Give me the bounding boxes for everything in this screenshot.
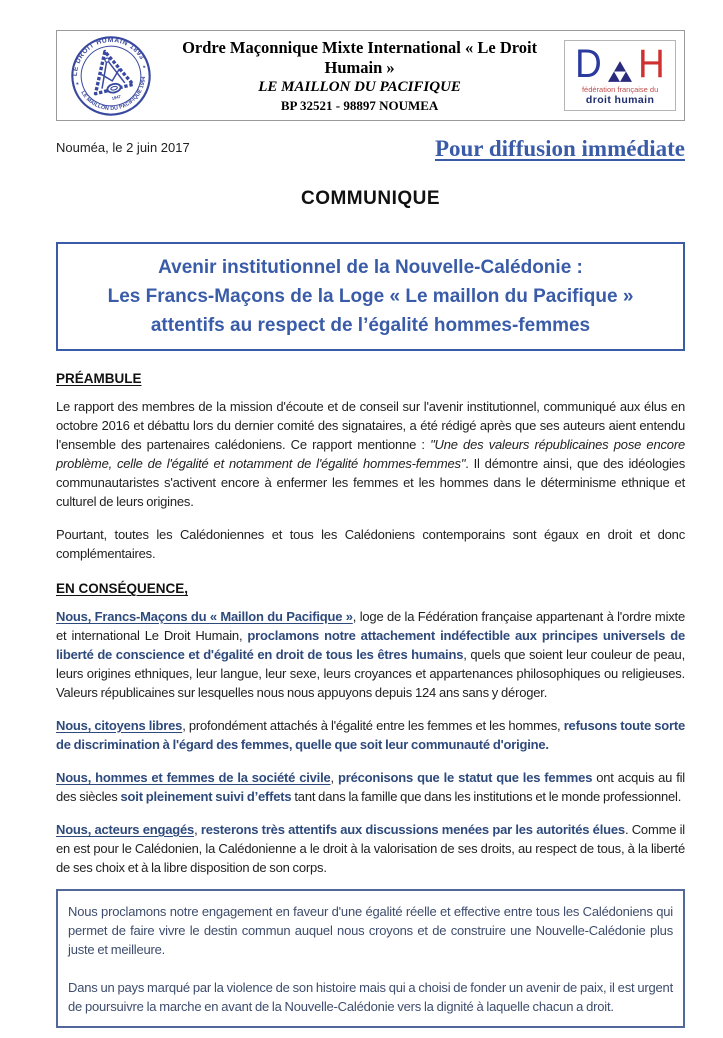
consequence-paragraph-4: Nous, acteurs engagés, resterons très attentifs aux discussions menées par les autorités élues. Comme il en est pour le Calédonien, la Calédonienne a le droit à la valorisation de ses droits, au respect de tous, à la liberté de ses choix et à la libre disposition de son corps. (56, 822, 685, 875)
seal-chain-link (107, 82, 122, 93)
org-name-line: Ordre Maçonnique Mixte International « Le Droit Humain » (182, 37, 538, 77)
date-row (56, 136, 685, 162)
seal-star-left: * (75, 81, 80, 89)
closing-paragraph-2: Dans un pays marqué par la violence de son histoire mais qui a choisi de fonder un avenir de paix, il est urgent de poursuivre la marche en avant de la Nouvelle-Calédonie vers la dignité à laquelle chacun a droit. (68, 980, 673, 1014)
letterhead-box (56, 30, 685, 121)
title-box (56, 242, 685, 351)
consequence-paragraph-2: Nous, citoyens libres, profondément attachés à l'égalité entre les femmes et les hommes, refusons toute sorte de discrimination à l'égard des femmes, quelle que soit leur communauté d'origine. (56, 718, 686, 752)
logo-triforce-icon (608, 61, 632, 82)
title-line-2: Les Francs-Maçons de la Loge « Le maillon du Pacifique » (107, 286, 634, 307)
letterhead-text (155, 38, 564, 114)
logo-caption-line1: fédération française du (581, 85, 659, 94)
droit-humain-logo (564, 40, 676, 111)
closing-box (56, 889, 685, 1028)
seal-star-right: * (142, 64, 147, 72)
preamble-paragraph-1: Le rapport des membres de la mission d'écoute et de conseil sur l'avenir institutionnel, communiqué aux élus en octobre 2016 et débattu lors du dernier comité des signataires, a été rédigé après que ses auteurs aient entendu l'ensemble des partenaires calédoniens. Ce rapport mentionne : "Une des valeurs républicaines pose encore problème, celle de l'égalité et notamment de l'égalité hommes-femmes". Il démontre ainsi, que des idéologies communautaristes s'activent encore à enfermer les femmes et les hommes dans le déterminisme ethnique et culturel de leurs origines. (56, 399, 685, 509)
seal-bottom-text: LE MAILLON DU PACIFIQUE 1994 (79, 75, 148, 112)
consequence-heading: EN CONSÉQUENCE, (56, 581, 189, 596)
seal-year-text: 1947 (111, 93, 122, 101)
preamble-paragraph-2: Pourtant, toutes les Calédoniennes et tous les Calédoniens contemporains sont égaux en droit et donc complémentaires. (56, 527, 685, 561)
address-line: BP 32521 - 98897 NOUMEA (280, 97, 439, 113)
communique-headline: COMMUNIQUE (300, 188, 441, 209)
title-line-3: attentifs au respect de l’égalité hommes-femmes (150, 315, 591, 336)
logo-caption-line2: droit humain (585, 94, 655, 106)
preamble-heading: PRÉAMBULE (56, 371, 142, 386)
seal-top-text: LE DROIT HUMAIN 1893 (71, 36, 146, 76)
logo-letter-d: D (575, 42, 602, 86)
consequence-paragraph-1: Nous, Francs-Maçons du « Maillon du Pacifique », loge de la Fédération française appartenant à l'ordre mixte et international Le Droit Humain, proclamons notre attachement indéfectible aux principes universels de liberté de conscience et d'égalité en droit de tous les êtres humains, quels que soient leur couleur de peau, leurs origines ethniques, leur langue, leur sexe, leurs croyances et appartenances philosophiques ou religieuses. Valeurs républicaines sur lesquelles nous nous appuyons depuis 124 ans sans y déroger. (56, 609, 685, 700)
closing-paragraph-1: Nous proclamons notre engagement en faveur d'une égalité réelle et effective entre tous les Calédoniens qui permet de faire vivre le destin commun auquel nous croyons et de construire une Nouvelle-Calédonie plus juste et meilleure. (68, 904, 673, 957)
lodge-seal-icon (67, 34, 155, 118)
release-notice: Pour diffusion immédiate (434, 136, 685, 161)
lodge-name-line: LE MAILLON DU PACIFIQUE (258, 78, 461, 95)
dateline: Nouméa, le 2 juin 2017 (56, 140, 190, 155)
consequence-paragraph-3: Nous, hommes et femmes de la société civile, préconisons que le statut que les femmes ont acquis au fil des siècles soit pleinement suivi d’effets tant dans la famille que dans les institutions et le monde professionnel. (56, 770, 685, 804)
title-line-1: Avenir institutionnel de la Nouvelle-Calédonie : (158, 257, 583, 278)
logo-letter-h: H (638, 42, 665, 86)
